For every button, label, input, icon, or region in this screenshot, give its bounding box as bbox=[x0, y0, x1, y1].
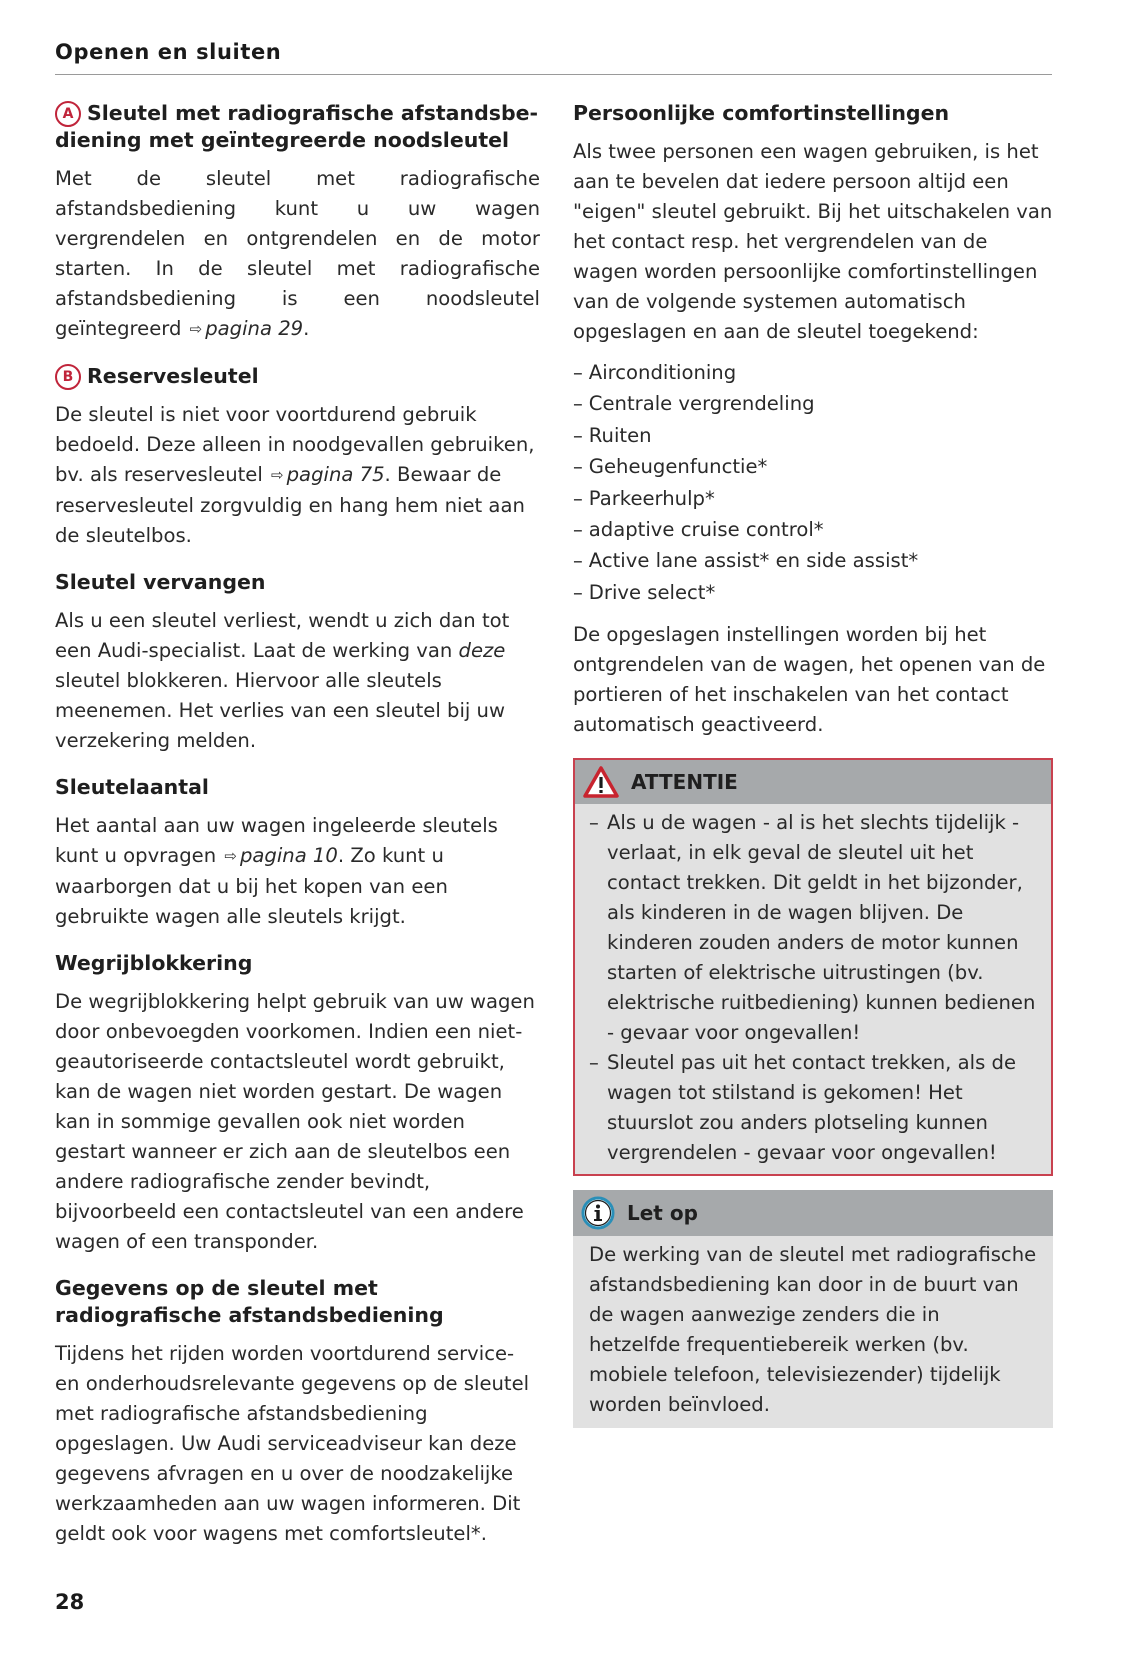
dash-bullet: – bbox=[573, 518, 583, 542]
list-item-text: Geheugenfunctie* bbox=[588, 455, 768, 479]
dash-bullet: – bbox=[573, 392, 583, 416]
section-b-text-end: . Bewaar de reservesleutel zorgvuldig en hang hem niet aan de sleutelbos. bbox=[55, 463, 525, 547]
warning-body bbox=[575, 804, 1051, 1174]
warning-box bbox=[573, 758, 1053, 1176]
comfort-systems-list bbox=[573, 357, 1053, 608]
key-count-body bbox=[55, 811, 540, 932]
left-column bbox=[55, 100, 540, 1549]
comfort-intro: Als twee personen een wagen gebruiken, is het aan te bevelen dat iedere persoon altijd een "eigen" sleutel gebruikt. Bij het uitschakelen van het contact resp. het vergrendelen van de wagen worden persoonlijke comfortinstellingen van de volgende systemen automatisch opgeslagen en aan de sleutel toegekend: bbox=[573, 140, 1053, 343]
warning-triangle-icon bbox=[583, 766, 619, 798]
warning-item-text: Als u de wagen - al is het slechts tijdelijk - verlaat, in elk geval de sleutel uit het contact trekken. Dit geldt in het bijzonder, als kinderen in de wagen blijven. De kinderen zouden anders de motor kunnen starten of elektrische uitrustingen (bv. elektrische ruitbediening) kunnen bedienen - gevaar voor ongevallen! bbox=[607, 811, 1036, 1045]
section-a-title-line1: Sleutel met radiografische afstandsbe- bbox=[87, 101, 539, 125]
list-item bbox=[573, 420, 1053, 451]
key-data-body: Tijdens het rijden worden voortdurend service- en onderhoudsrelevante gegevens op de sleutel met radiografische afstandsbediening opgeslagen. Uw Audi serviceadviseur kan deze gegevens afvragen en u over de noodzakelijke werkzaamheden aan uw wagen informeren. Dit geldt ook voor wagens met comfortsleutel*. bbox=[55, 1342, 530, 1545]
list-item bbox=[573, 577, 1053, 608]
key-data-heading: Gegevens op de sleutel met radiografische afstandsbediening bbox=[55, 1276, 444, 1327]
note-body: De werking van de sleutel met radiografische afstandsbediening kan door in de buurt van de wagen aanwezige zenders die in hetzelfde frequentiebereik werken (bv. mobiele telefoon, televisiezender) tijdelijk worden beïnvloed. bbox=[589, 1243, 1037, 1417]
section-a-heading bbox=[55, 100, 540, 154]
section-a-title-line2: diening met geïntegreerde noodsleutel bbox=[55, 128, 510, 152]
key-count-text-end: . Zo kunt u waarborgen dat u bij het kopen van een gebruikte wagen alle sleutels krijgt. bbox=[55, 844, 448, 928]
warning-item-text: Sleutel pas uit het contact trekken, als de wagen tot stilstand is gekomen! Het stuurslot zou anders plotseling kunnen vergrendelen - gevaar voor ongevallen! bbox=[607, 1051, 1017, 1165]
right-column bbox=[573, 100, 1053, 1428]
list-item-text: Airconditioning bbox=[588, 361, 737, 384]
dash-bullet: – bbox=[573, 423, 583, 447]
badge-b-icon: B bbox=[55, 364, 81, 390]
key-count-heading: Sleutelaantal bbox=[55, 775, 209, 799]
warning-title: ATTENTIE bbox=[631, 770, 738, 795]
list-item-text: Ruiten bbox=[588, 423, 652, 447]
list-item bbox=[573, 357, 1053, 388]
section-b-title: Reservesleutel bbox=[87, 364, 259, 388]
dash-bullet: – bbox=[573, 549, 583, 573]
dash-bullet: – bbox=[573, 580, 583, 604]
chapter-title: Openen en sluiten bbox=[55, 40, 282, 64]
replace-key-heading: Sleutel vervangen bbox=[55, 570, 266, 594]
section-b-body bbox=[55, 400, 540, 551]
page-ref-arrow-icon: ⇨ bbox=[189, 320, 203, 338]
page-ref-link[interactable]: pagina 75 bbox=[286, 463, 385, 486]
section-b-heading bbox=[55, 363, 540, 390]
replace-key-text-end: sleutel blokkeren. Hiervoor alle sleutels meenemen. Het verlies van een sleutel bij uw verzekering melden. bbox=[55, 669, 506, 752]
dash-bullet: – bbox=[589, 1051, 599, 1075]
warning-item bbox=[589, 808, 1041, 1048]
list-item-text: Parkeerhulp* bbox=[588, 486, 715, 510]
list-item-text: adaptive cruise control* bbox=[588, 518, 824, 542]
page-header bbox=[55, 40, 1052, 75]
badge-a-icon: A bbox=[55, 101, 81, 127]
section-a-body bbox=[55, 164, 540, 345]
list-item bbox=[573, 514, 1053, 545]
header-divider bbox=[55, 74, 1052, 75]
list-item-text: Drive select* bbox=[588, 580, 716, 604]
comfort-heading: Persoonlijke comfortinstellingen bbox=[573, 101, 950, 125]
replace-key-emphasis: deze bbox=[458, 639, 506, 662]
comfort-outro: De opgeslagen instellingen worden bij het ontgrendelen van de wagen, het openen van de portieren of het inschakelen van het contact automatisch geactiveerd. bbox=[573, 623, 1046, 737]
page-number: 28 bbox=[55, 1590, 85, 1614]
warning-item bbox=[589, 1048, 1041, 1168]
list-item-text: Active lane assist* en side assist* bbox=[588, 549, 919, 573]
dash-bullet: – bbox=[589, 811, 599, 835]
page-ref-arrow-icon: ⇨ bbox=[271, 466, 284, 484]
list-item bbox=[573, 451, 1053, 482]
list-item bbox=[573, 388, 1053, 419]
note-title: Let op bbox=[627, 1201, 698, 1226]
replace-key-text: Als u een sleutel verliest, wendt u zich dan tot een Audi-specialist. Laat de werking van bbox=[55, 609, 510, 662]
note-box bbox=[573, 1190, 1053, 1428]
section-a-text-end: . bbox=[303, 317, 310, 340]
list-item bbox=[573, 545, 1053, 576]
list-item-text: Centrale vergrendeling bbox=[588, 392, 815, 416]
dash-bullet: – bbox=[573, 486, 583, 510]
page-ref-arrow-icon: ⇨ bbox=[224, 847, 237, 865]
section-a-text: Met de sleutel met radiografische afstandsbediening kunt u uw wagen vergrendelen en ontgrendelen en de motor starten. In de sleutel met radiografische afstandsbediening is een noodsleutel geïntegreerd bbox=[55, 167, 540, 340]
info-icon bbox=[581, 1196, 615, 1230]
section-b-text: De sleutel is niet voor voortdurend gebruik bedoeld. Deze alleen in noodgevallen gebruiken, bv. als reservesleutel bbox=[55, 403, 535, 486]
key-count-text: Het aantal aan uw wagen ingeleerde sleutels kunt u opvragen bbox=[55, 814, 498, 867]
dash-bullet: – bbox=[573, 455, 583, 479]
replace-key-body bbox=[55, 606, 540, 756]
warning-header bbox=[575, 760, 1051, 804]
dash-bullet: – bbox=[573, 361, 583, 384]
page-ref-link[interactable]: pagina 29 bbox=[205, 317, 304, 340]
immobilizer-heading: Wegrijblokkering bbox=[55, 951, 253, 975]
note-header bbox=[573, 1190, 1053, 1236]
list-item bbox=[573, 483, 1053, 514]
immobilizer-body: De wegrijblokkering helpt gebruik van uw wagen door onbevoegden voorkomen. Indien een niet-geautoriseerde contactsleutel wordt gebruikt, kan de wagen niet worden gestart. De wagen kan in sommige gevallen ook niet worden gestart wanneer er zich aan de sleutelbos een andere radiografische zender bevindt, bijvoorbeeld een contactsleutel van een andere wagen of een transponder. bbox=[55, 990, 535, 1253]
page-ref-link[interactable]: pagina 10 bbox=[239, 844, 338, 867]
